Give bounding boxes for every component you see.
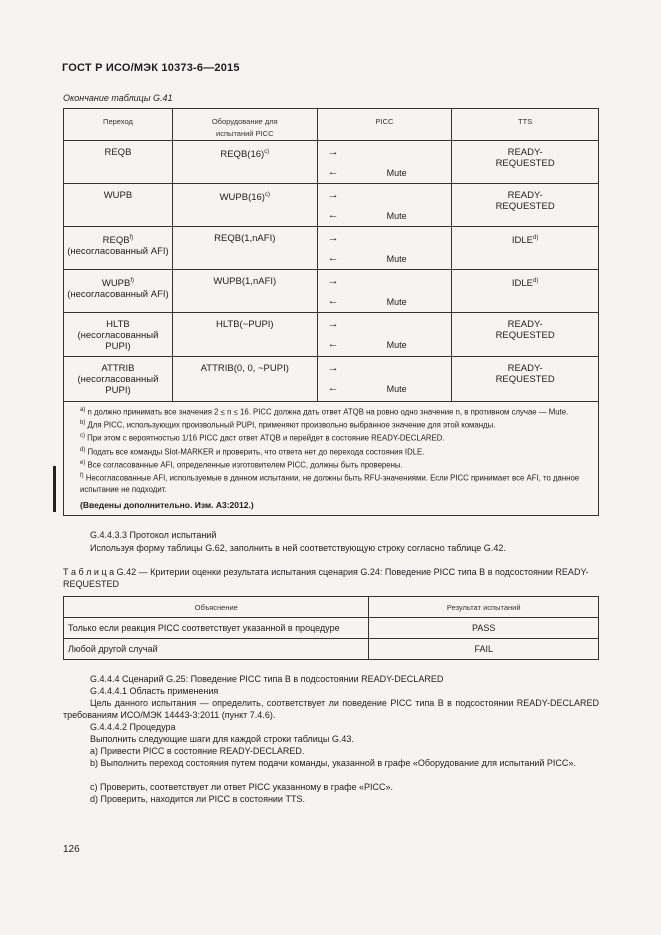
page-number: 126 <box>63 844 80 855</box>
arrow-left-icon: ← <box>327 252 339 264</box>
arrow-left-icon: ← <box>327 295 339 307</box>
col-header-picc: PICC <box>317 109 452 141</box>
section-g4441-text: Цель данного испытания — определить, соответствует ли поведение PICC типа В в подсостоянии READY-DECLARED требованиям ИСО/МЭК 14443-3:2011 (пункт 7.4.6). <box>63 698 599 720</box>
procedure-step: d) Проверить, находится ли PICC в состоянии TTS. <box>90 794 305 804</box>
picc-response: Mute <box>386 254 407 264</box>
equipment-cell: $WUPB(16)^{c)}$ <box>172 184 317 227</box>
picc-cell <box>317 357 452 402</box>
table-row <box>64 357 599 402</box>
arrow-right-icon: → <box>327 146 339 158</box>
result-cell: FAIL <box>369 639 599 660</box>
table-row <box>64 313 599 357</box>
equipment-cell: REQB(1,nAFI) <box>172 227 317 270</box>
table-row <box>64 270 599 313</box>
table-row <box>64 618 599 639</box>
table-g42-caption: Т а б л и ц а G.42 — Критерии оценки результата испытания сценария G.24: Поведение PICC типа В в подсостоянии READY-REQUESTED <box>63 567 589 589</box>
col-header-equipment: Оборудование для испытаний PICC <box>172 109 317 141</box>
arrow-left-icon: ← <box>327 382 339 394</box>
table-g41 <box>63 108 599 516</box>
explanation-cell: Только если реакция PICC соответствует указанной в процедуре <box>64 618 369 639</box>
section-g4433-text: Используя форму таблицы G.62, заполнить в ней соответствующую строку согласно таблице G.42. <box>90 543 506 553</box>
tts-cell: READY- REQUESTED <box>452 141 599 184</box>
table-row <box>64 184 599 227</box>
picc-response: Mute <box>386 297 407 307</box>
footnote: $^{c)}$ При этом с вероятностью 1/16 PICC даст ответ ATQB и перейдет в состояние READY-DECLARED. <box>80 433 445 443</box>
tts-cell: IDLE$^{d)}$ <box>452 227 599 270</box>
arrow-left-icon: ← <box>327 166 339 178</box>
picc-response: Mute <box>386 211 407 221</box>
table-g41-caption: Окончание таблицы G.41 <box>63 93 173 103</box>
standard-title: ГОСТ Р ИСО/МЭК 10373-6—2015 <box>62 62 240 74</box>
transition-cell: WUPB$^{f)}$ (несогласованный AFI) <box>64 270 173 313</box>
picc-response: Mute <box>386 168 407 178</box>
transition-cell: REQB <box>64 141 173 184</box>
footnote: $^{d)}$ Подать все команды Slot-MARKER и проверить, что ответа нет до перехода состояния IDLE. <box>80 446 425 457</box>
arrow-right-icon: → <box>327 189 339 201</box>
transition-cell: REQB$^{f)}$ (несогласованный AFI) <box>64 227 173 270</box>
section-g4441-heading: G.4.4.4.1 Область применения <box>90 686 219 696</box>
equipment-cell: HLTB(~PUPI) <box>172 313 317 357</box>
col-header-result: Результат испытаний <box>369 597 599 618</box>
amendment-note: (Введены дополнительно. Изм. А3:2012.) <box>80 499 254 510</box>
footnote: $^{f)}$ Несогласованные AFI, используемые в данном испытании, не должны быть RFU-значениями. Если PICC принимает все AFI, то данное испытание не подходит. <box>80 472 580 495</box>
section-g4442-heading: G.4.4.4.2 Процедура <box>90 722 176 732</box>
table-g41-header-row <box>64 109 599 141</box>
transition-cell: HLTB (несогласованный PUPI) <box>64 313 173 357</box>
result-cell: PASS <box>369 618 599 639</box>
procedure-intro: Выполнить следующие шаги для каждой строки таблицы G.43. <box>90 734 354 744</box>
arrow-right-icon: → <box>327 318 339 330</box>
picc-response: Mute <box>386 384 407 394</box>
picc-response: Mute <box>386 340 407 350</box>
table-g41-notes-row <box>64 402 599 516</box>
picc-cell <box>317 270 452 313</box>
table-row <box>64 227 599 270</box>
procedure-step: b) Выполнить переход состояния путем подачи команды, указанной в графе «Оборудование для испытаний PICC». <box>90 758 576 768</box>
picc-cell <box>317 184 452 227</box>
picc-cell <box>317 313 452 357</box>
equipment-cell: WUPB(1,nAFI) <box>172 270 317 313</box>
transition-cell: WUPB <box>64 184 173 227</box>
table-g41-footnotes <box>64 402 599 516</box>
picc-cell <box>317 141 452 184</box>
table-row <box>64 639 599 660</box>
procedure-step: c) Проверить, соответствует ли ответ PICC указанному в графе «PICC». <box>90 782 394 792</box>
footnote: $^{e)}$ Все согласованные AFI, определенные изготовителем PICC, должны быть проверены. <box>80 459 403 470</box>
arrow-right-icon: → <box>327 275 339 287</box>
arrow-right-icon: → <box>327 232 339 244</box>
picc-cell <box>317 227 452 270</box>
col-header-transition: Переход <box>64 109 173 141</box>
footnote: $^{b)}$ Для PICC, использующих произвольный PUPI, применяют произвольно выбранное значение для этой команды. <box>80 420 496 430</box>
tts-cell: IDLE$^{d)}$ <box>452 270 599 313</box>
procedure-step: а) Привести PICC в состояние READY-DECLARED. <box>90 746 305 756</box>
table-row <box>64 141 599 184</box>
tts-cell: READY- REQUESTED <box>452 357 599 402</box>
table-g42 <box>63 596 599 660</box>
table-g42-header-row <box>64 597 599 618</box>
arrow-left-icon: ← <box>327 209 339 221</box>
col-header-explanation: Объяснение <box>64 597 369 618</box>
arrow-left-icon: ← <box>327 338 339 350</box>
change-margin-bar <box>53 466 56 512</box>
explanation-cell: Любой другой случай <box>64 639 369 660</box>
transition-cell: ATTRIB (несогласованный PUPI) <box>64 357 173 402</box>
section-g4433-heading: G.4.4.3.3 Протокол испытаний <box>90 530 217 540</box>
footnote: $^{a)}$ n должно принимать все значения 2 ≤ n ≤ 16. PICC должна дать ответ ATQB на ровно одно значение n, в противном случае — Mute. <box>80 407 569 417</box>
equipment-cell: ATTRIB(0, 0, ~PUPI) <box>172 357 317 402</box>
tts-cell: READY- REQUESTED <box>452 313 599 357</box>
section-g444-heading: G.4.4.4 Сценарий G.25: Поведение PICC типа В в подсостоянии READY-DECLARED <box>90 674 444 684</box>
arrow-right-icon: → <box>327 362 339 374</box>
equipment-cell: $REQB(16)^{c)}$ <box>172 141 317 184</box>
col-header-tts: TTS <box>452 109 599 141</box>
tts-cell: READY- REQUESTED <box>452 184 599 227</box>
